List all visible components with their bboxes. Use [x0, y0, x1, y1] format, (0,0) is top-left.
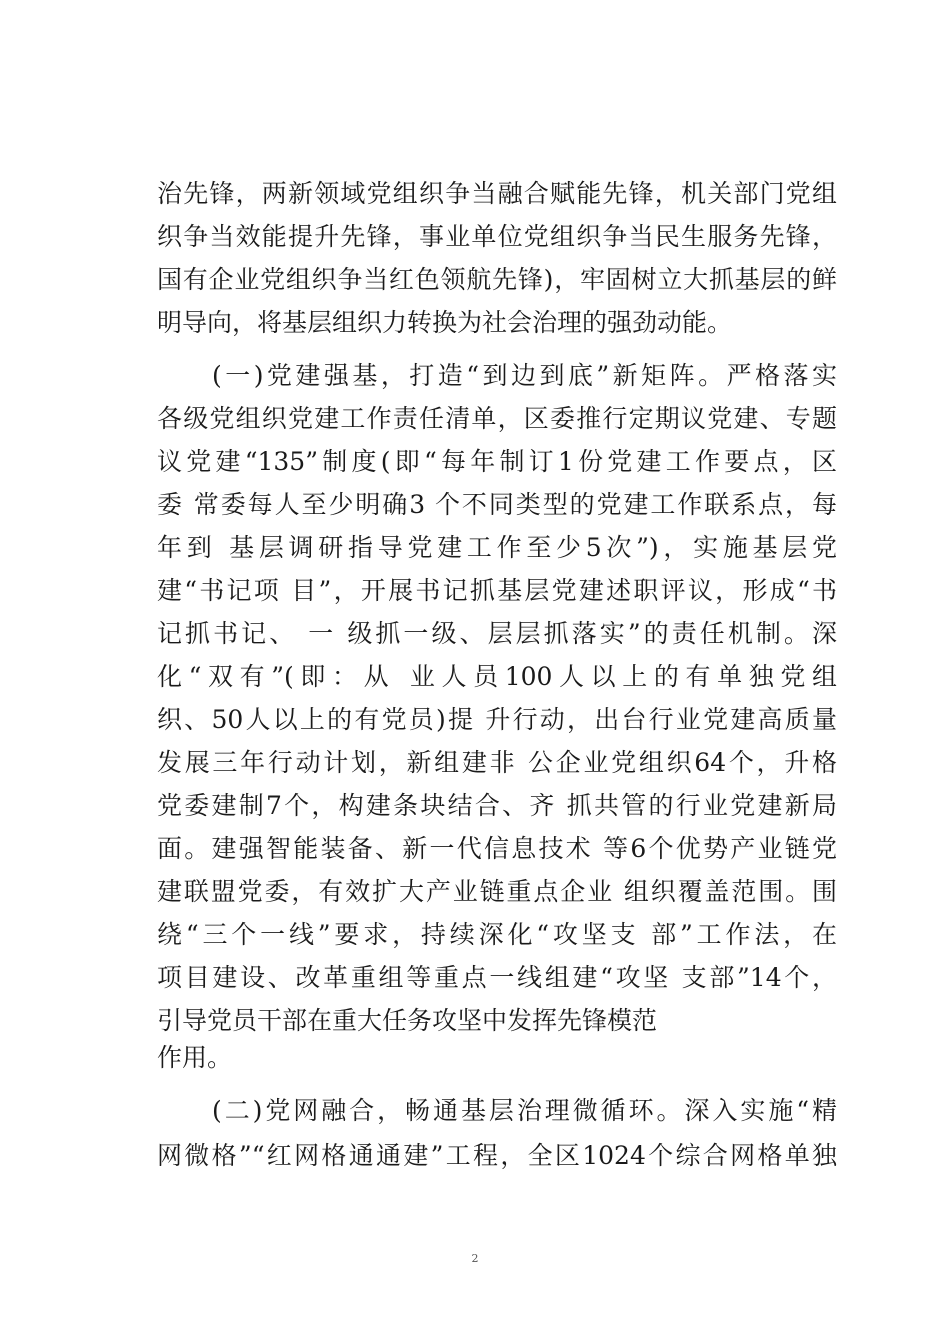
text-line: 年到 基层调研指导党建工作至少5次”)，实施基层党 — [157, 533, 837, 562]
paragraph-heading-line: (一)党建强基，打造“到边到底”新矩阵。严格落实 — [212, 361, 837, 390]
paragraph-heading-line: (二)党网融合，畅通基层治理微循环。深入实施“精 — [212, 1096, 837, 1125]
text-line: 网微格”“红网格通通建”工程，全区1024个综合网格单独 — [157, 1141, 837, 1170]
text-line: 作用。 — [157, 1043, 233, 1072]
text-line: 议党建“135”制度(即“每年制订1份党建工作要点，区 — [157, 447, 837, 476]
text-line: 国有企业党组织争当红色领航先锋)，牢固树立大抓基层的鲜 — [157, 265, 837, 294]
text-line: 各级党组织党建工作责任清单，区委推行定期议党建、专题 — [157, 404, 837, 433]
page-number: 2 — [471, 1252, 479, 1265]
text-line: 明导向，将基层组织力转换为社会治理的强劲动能。 — [157, 308, 733, 337]
text-line: 党委建制7个，构建条块结合、齐 抓共管的行业党建新局 — [157, 791, 837, 820]
text-line: 织、50人以上的有党员)提 升行动，出台行业党建高质量 — [157, 705, 837, 734]
text-line: 建“书记项 目”，开展书记抓基层党建述职评议，形成“书 — [157, 576, 837, 605]
text-line: 治先锋，两新领域党组织争当融合赋能先锋，机关部门党组 — [157, 179, 837, 208]
text-line: 化“双有”(即：从 业人员100人以上的有单独党组 — [157, 662, 837, 691]
text-line: 记抓书记、 一 级抓一级、层层抓落实”的责任机制。深 — [157, 619, 837, 648]
text-line: 发展三年行动计划，新组建非 公企业党组织64个，升格 — [157, 748, 837, 777]
text-line: 委 常委每人至少明确3 个不同类型的党建工作联系点，每 — [157, 490, 837, 519]
text-line: 建联盟党委，有效扩大产业链重点企业 组织覆盖范围。围 — [157, 877, 837, 906]
text-line: 面。建强智能装备、新一代信息技术 等6个优势产业链党 — [157, 834, 837, 863]
text-line: 引导党员干部在重大任务攻坚中发挥先锋模范 — [157, 1006, 658, 1035]
text-line: 项目建设、改革重组等重点一线组建“攻坚 支部”14个， — [157, 963, 837, 992]
text-line: 织争当效能提升先锋，事业单位党组织争当民生服务先锋， — [157, 222, 837, 251]
text-line: 绕“三个一线”要求，持续深化“攻坚支 部”工作法，在 — [157, 920, 837, 949]
